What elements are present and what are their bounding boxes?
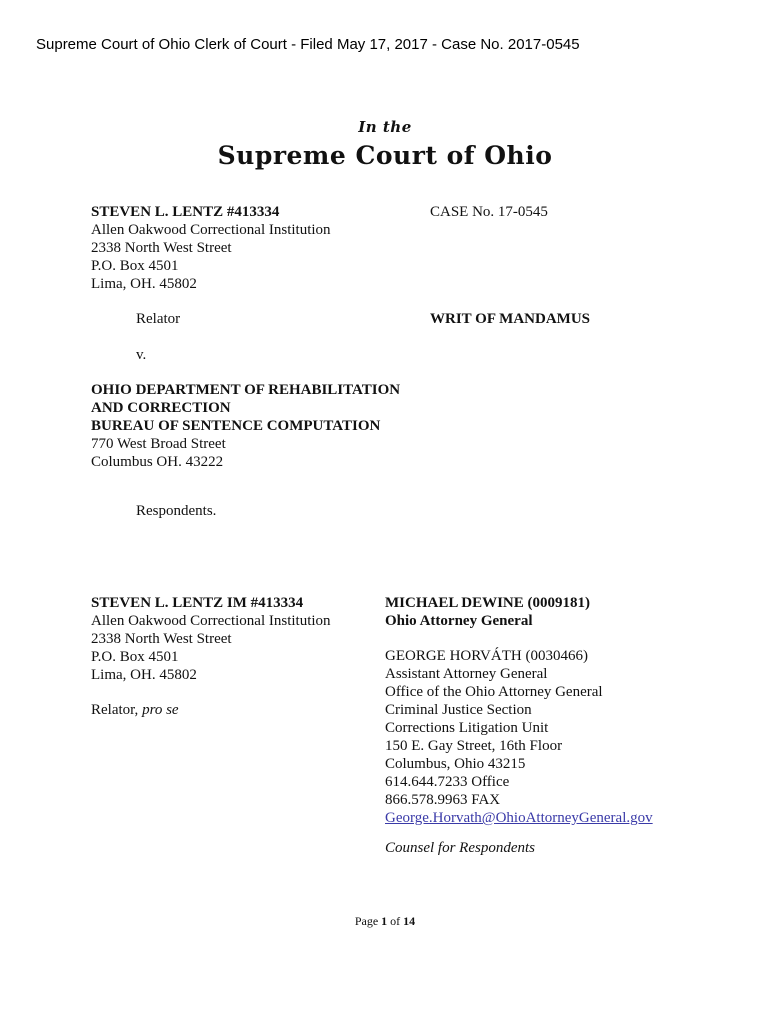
- respondents-role: Respondents.: [136, 503, 217, 519]
- versus: v.: [136, 347, 147, 363]
- assistant-ag-block: [385, 647, 653, 827]
- page-current: 1: [381, 914, 388, 928]
- relator-address-line: P.O. Box 4501: [91, 258, 179, 274]
- respondent-name-line: AND CORRECTION: [91, 400, 231, 416]
- attorney-general-title: Ohio Attorney General: [385, 613, 533, 629]
- assistant-ag-line: 866.578.9963 FAX: [385, 792, 501, 808]
- relator-counsel-line: Allen Oakwood Correctional Institution: [91, 613, 331, 629]
- respondent-address-line: Columbus OH. 43222: [91, 454, 224, 470]
- relator-pro-se-suffix: pro se: [142, 702, 179, 718]
- relator-counsel-line: Lima, OH. 45802: [91, 667, 197, 683]
- relator-name: STEVEN L. LENTZ #413334: [91, 204, 280, 220]
- respondents-counsel-block: [385, 594, 590, 630]
- relator-pro-se-prefix: Relator,: [91, 702, 143, 718]
- assistant-ag-line: Corrections Litigation Unit: [385, 720, 549, 736]
- assistant-ag-line: Criminal Justice Section: [385, 702, 532, 718]
- respondent-name-line: BUREAU OF SENTENCE COMPUTATION: [91, 418, 381, 434]
- assistant-ag-line: Columbus, Ohio 43215: [385, 756, 526, 772]
- of-word: of: [387, 914, 404, 928]
- email-link[interactable]: George.Horvath@OhioAttorneyGeneral.gov: [385, 810, 653, 826]
- document-title: WRIT OF MANDAMUS: [430, 311, 590, 327]
- respondent-caption: [91, 381, 400, 471]
- court-heading-name: Supreme Court of Ohio: [217, 141, 553, 170]
- relator-pro-se: [91, 701, 179, 719]
- counsel-for-respondents: Counsel for Respondents: [385, 840, 535, 856]
- assistant-ag-line: Assistant Attorney General: [385, 666, 548, 682]
- case-number: CASE No. 17-0545: [430, 204, 548, 220]
- relator-role: Relator: [136, 311, 181, 327]
- filing-stamp: Supreme Court of Ohio Clerk of Court - Filed May 17, 2017 - Case No. 2017-0545: [36, 36, 580, 53]
- relator-counsel-name: STEVEN L. LENTZ IM #413334: [91, 595, 304, 611]
- relator-counsel-line: 2338 North West Street: [91, 631, 232, 647]
- relator-address-line: Allen Oakwood Correctional Institution: [91, 222, 331, 238]
- respondent-name-line: OHIO DEPARTMENT OF REHABILITATION: [91, 382, 401, 398]
- page-word: Page: [354, 914, 382, 928]
- respondent-address-line: 770 West Broad Street: [91, 436, 226, 452]
- court-heading-in-the: In the: [358, 118, 412, 136]
- page-number: [0, 914, 770, 929]
- attorney-general-name: MICHAEL DEWINE (0009181): [385, 595, 591, 611]
- relator-address-line: 2338 North West Street: [91, 240, 232, 256]
- assistant-ag-name: GEORGE HORVÁTH (0030466): [385, 648, 588, 664]
- page-total: 14: [403, 914, 416, 928]
- assistant-ag-line: 150 E. Gay Street, 16th Floor: [385, 738, 563, 754]
- relator-caption: [91, 203, 331, 293]
- relator-counsel-block: [91, 594, 331, 684]
- assistant-ag-line: 614.644.7233 Office: [385, 774, 510, 790]
- relator-counsel-line: P.O. Box 4501: [91, 649, 179, 665]
- relator-address-line: Lima, OH. 45802: [91, 276, 197, 292]
- assistant-ag-line: Office of the Ohio Attorney General: [385, 684, 603, 700]
